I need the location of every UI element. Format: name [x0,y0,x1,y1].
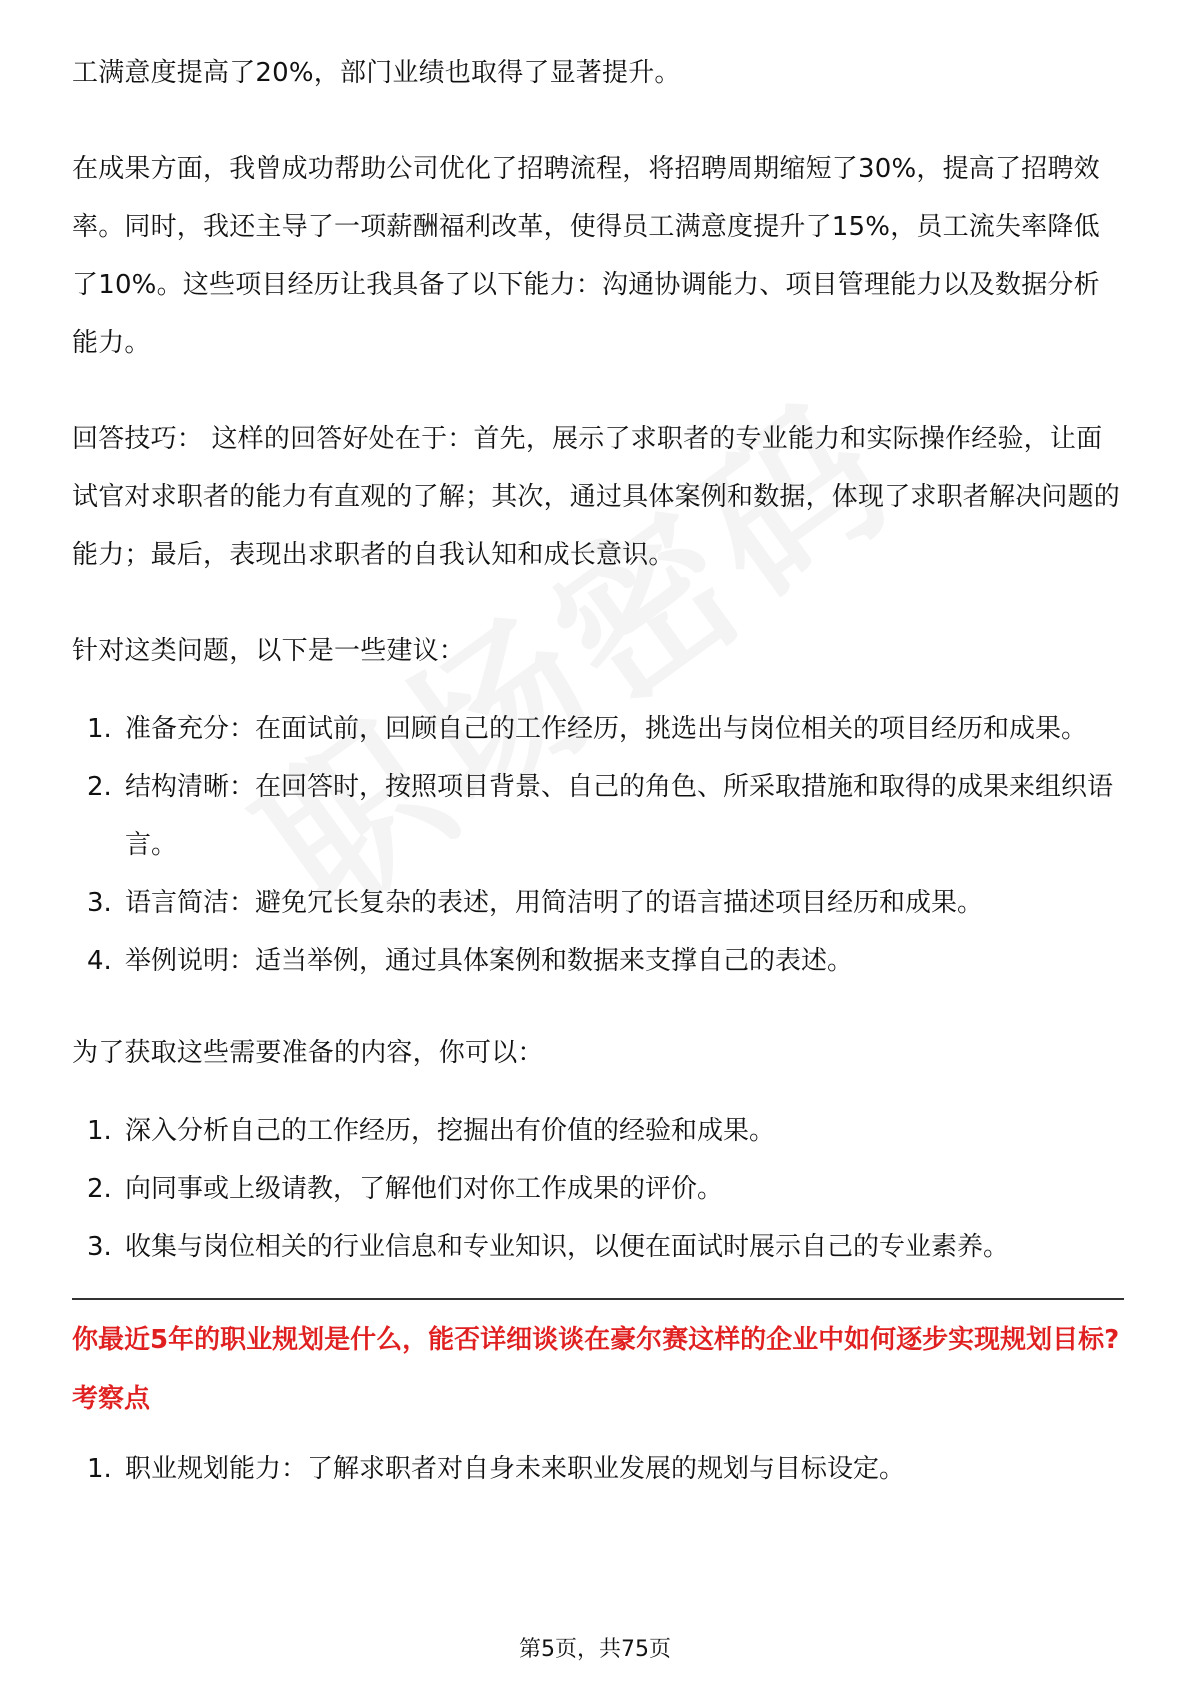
question-heading: 你最近5年的职业规划是什么，能否详细谈谈在豪尔赛这样的企业中如何逐步实现规划目标? [72,1325,1120,1355]
list-number: 1. [87,1116,112,1146]
assessment-points-list [72,1440,1124,1498]
list-number: 3. [87,888,112,918]
paragraph-prep-intro: 为了获取这些需要准备的内容，你可以： [72,1038,544,1068]
list-item [72,1440,1124,1498]
list-item-text: 深入分析自己的工作经历，挖掘出有价值的经验和成果。 [125,1116,776,1146]
list-item-text: 语言简洁：避免冗长复杂的表述，用简洁明了的语言描述项目经历和成果。 [125,888,984,918]
list-item-text: 收集与岗位相关的行业信息和专业知识，以便在面试时展示自己的专业素养。 [125,1232,1010,1262]
list-item [72,700,1124,758]
list-item [72,1160,1124,1218]
list-number: 1. [87,1454,112,1484]
paragraph-advice-intro: 针对这类问题，以下是一些建议： [72,636,466,666]
prep-list [72,1102,1124,1276]
list-item [72,874,1124,932]
list-item [72,1218,1124,1276]
section-divider [72,1298,1124,1300]
list-number: 2. [87,1174,112,1204]
list-item [72,1102,1124,1160]
list-number: 3. [87,1232,112,1262]
advice-list [72,700,1124,990]
subheading-assessment-points: 考察点 [72,1384,151,1414]
document-content [72,44,1124,1532]
list-item-text: 举例说明：适当举例，通过具体案例和数据来支撑自己的表述。 [125,946,854,976]
list-item-text: 职业规划能力：了解求职者对自身未来职业发展的规划与目标设定。 [125,1454,906,1484]
paragraph-achievements: 在成果方面，我曾成功帮助公司优化了招聘流程，将招聘周期缩短了30%，提高了招聘效率。同时，我还主导了一项薪酬福利改革，使得员工满意度提升了15%，员工流失率降低了10%。这些项目经历让我具备了以下能力：沟通协调能力、项目管理能力以及数据分析能力。 [72,154,1100,358]
list-number: 1. [87,714,112,744]
list-number: 2. [87,772,112,802]
list-item [72,758,1124,874]
list-number: 4. [87,946,112,976]
page-number-footer: 第5页，共75页 [519,1637,671,1662]
list-item [72,932,1124,990]
paragraph-continuation: 工满意度提高了20%，部门业绩也取得了显著提升。 [72,58,681,88]
list-item-text: 结构清晰：在回答时，按照项目背景、自己的角色、所采取措施和取得的成果来组织语言。 [125,772,1114,860]
list-item-text: 向同事或上级请教，了解他们对你工作成果的评价。 [125,1174,724,1204]
list-item-text: 准备充分：在面试前，回顾自己的工作经历，挑选出与岗位相关的项目经历和成果。 [125,714,1088,744]
paragraph-answer-tips: 回答技巧： 这样的回答好处在于：首先，展示了求职者的专业能力和实际操作经验，让面试官对求职者的能力有直观的了解；其次，通过具体案例和数据，体现了求职者解决问题的能力；最后，表现出求职者的自我认知和成长意识。 [72,424,1121,570]
